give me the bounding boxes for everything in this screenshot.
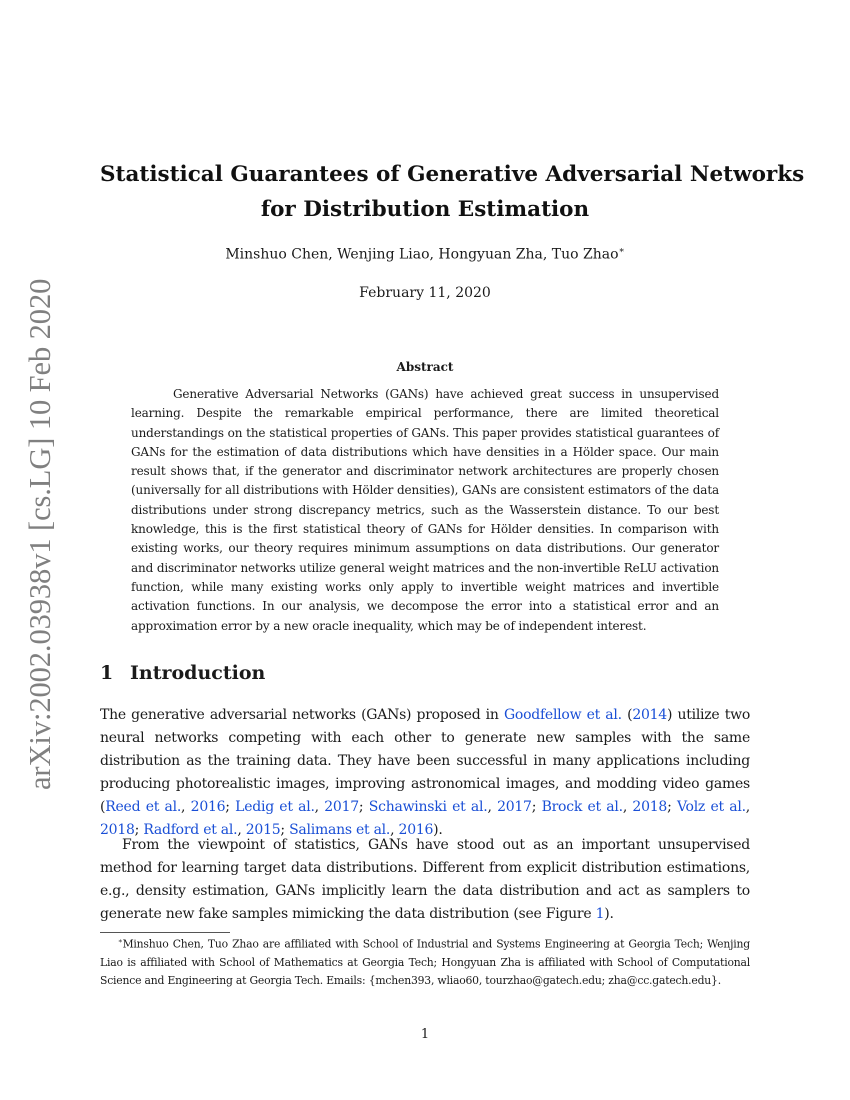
citation-link[interactable]: 2016 bbox=[190, 799, 226, 816]
paper-title bbox=[100, 157, 805, 227]
citation-link[interactable]: 2016 bbox=[398, 822, 434, 839]
citation-link[interactable]: 2018 bbox=[632, 799, 668, 816]
citation-link[interactable]: Ledig et al. bbox=[235, 799, 315, 816]
text-run: ) utilize two neural networks competing with each other to generate new samples with the same distribution as the training data. They have been successful in many applications including producing photorealistic images, improving astronomical images, and modding video games ( bbox=[100, 707, 750, 816]
text-run: , bbox=[237, 822, 246, 839]
authors-text: Minshuo Chen, Wenjing Liao, Hongyuan Zha, Tuo Zhao bbox=[225, 246, 619, 263]
footnote bbox=[100, 932, 750, 990]
paper-date: February 11, 2020 bbox=[359, 285, 491, 301]
text-run: ( bbox=[621, 707, 633, 723]
citation-link[interactable]: 2014 bbox=[632, 707, 667, 723]
citation-link[interactable]: Brock et al. bbox=[541, 799, 623, 816]
figure-ref-link[interactable]: 1 bbox=[595, 906, 605, 923]
citation-link[interactable]: Radford et al. bbox=[143, 822, 238, 839]
author-list bbox=[100, 246, 750, 263]
section-number: 1 bbox=[100, 662, 114, 684]
text-run: ; bbox=[134, 822, 144, 839]
section-heading bbox=[100, 662, 265, 684]
abstract-heading: Abstract bbox=[396, 360, 454, 374]
text-run: , bbox=[487, 799, 498, 816]
citation-link[interactable]: Reed et al. bbox=[105, 799, 182, 816]
text-run: ; bbox=[358, 799, 369, 816]
text-run: ; bbox=[225, 799, 236, 816]
text-run: , bbox=[745, 799, 750, 816]
citation-link[interactable]: 2017 bbox=[497, 799, 532, 816]
text-run: , bbox=[390, 822, 399, 839]
title-line-2: for Distribution Estimation bbox=[260, 197, 590, 222]
text-run: ). bbox=[433, 822, 443, 839]
title-line-1: Statistical Guarantees of Generative Adversarial Networks bbox=[100, 162, 805, 187]
citation-link[interactable]: 2017 bbox=[324, 799, 359, 816]
text-run: ; bbox=[667, 799, 677, 816]
intro-paragraph-2 bbox=[100, 834, 750, 926]
section-title: Introduction bbox=[130, 662, 266, 684]
footnote-text: Minshuo Chen, Tuo Zhao are affiliated with School of Industrial and Systems Engineering at Georgia Tech; Wenjing Liao is affiliated with School of Mathematics at Georgia Tech; Hongyuan Zha is affiliated with School of Computational Science and Engineering at Georgia Tech. Emails: {mchen393, wliao60, tourzhao@gatech.edu; zha@cc.gatech.edu}. bbox=[100, 937, 750, 987]
intro-paragraph-1 bbox=[100, 704, 750, 843]
citation-link[interactable]: Goodfellow et al. bbox=[503, 707, 622, 723]
text-run: , bbox=[181, 799, 191, 816]
citation-link[interactable]: 2015 bbox=[245, 822, 281, 839]
citation-link[interactable]: Schawinski et al. bbox=[368, 799, 488, 816]
text-run: The generative adversarial networks (GANs) proposed in bbox=[100, 707, 504, 723]
text-run: From the viewpoint of statistics, GANs have stood out as an important unsupervised method for learning target data distributions. Different from explicit distribution estimations, e.g., density estimation, GANs implicitly learn the data distribution and act as samplers to generate new fake samples mimicking the data distribution (see Figure bbox=[100, 837, 750, 923]
citation-link[interactable]: Salimans et al. bbox=[289, 822, 391, 839]
arxiv-stamp: arXiv:2002.03938v1 [cs.LG] 10 Feb 2020 bbox=[23, 278, 57, 790]
footnote-mark: ∗ bbox=[118, 937, 123, 945]
text-run: , bbox=[314, 799, 325, 816]
citation-link[interactable]: 2018 bbox=[100, 822, 135, 839]
text-run: ; bbox=[531, 799, 542, 816]
abstract-body: Generative Adversarial Networks (GANs) have achieved great success in unsupervised learning. Despite the remarkable empirical performance, there are limited theoretical understandings on the statistical properties of GANs. This paper provides statistical guarantees of GANs for the estimation of data distributions which have densities in a Hölder space. Our main result shows that, if the generator and discriminator network architectures are properly chosen (universally for all distributions with Hölder densities), GANs are consistent estimators of the data distributions under strong discrepancy metrics, such as the Wasserstein distance. To our best knowledge, this is the first statistical theory of GANs for Hölder densities. In comparison with existing works, our theory requires minimum assumptions on data distributions. Our generator and discriminator networks utilize general weight matrices and the non-invertible ReLU activation function, while many existing works only apply to invertible weight matrices and invertible activation functions. In our analysis, we decompose the error into a statistical error and an approximation error by a new oracle inequality, which may be of independent interest. bbox=[131, 387, 719, 633]
page-number: 1 bbox=[420, 1027, 430, 1042]
text-run: ). bbox=[604, 906, 614, 923]
text-run: , bbox=[622, 799, 633, 816]
author-footnote-mark[interactable]: ∗ bbox=[618, 246, 625, 256]
citation-link[interactable]: Volz et al. bbox=[676, 799, 746, 816]
text-run: ; bbox=[280, 822, 290, 839]
